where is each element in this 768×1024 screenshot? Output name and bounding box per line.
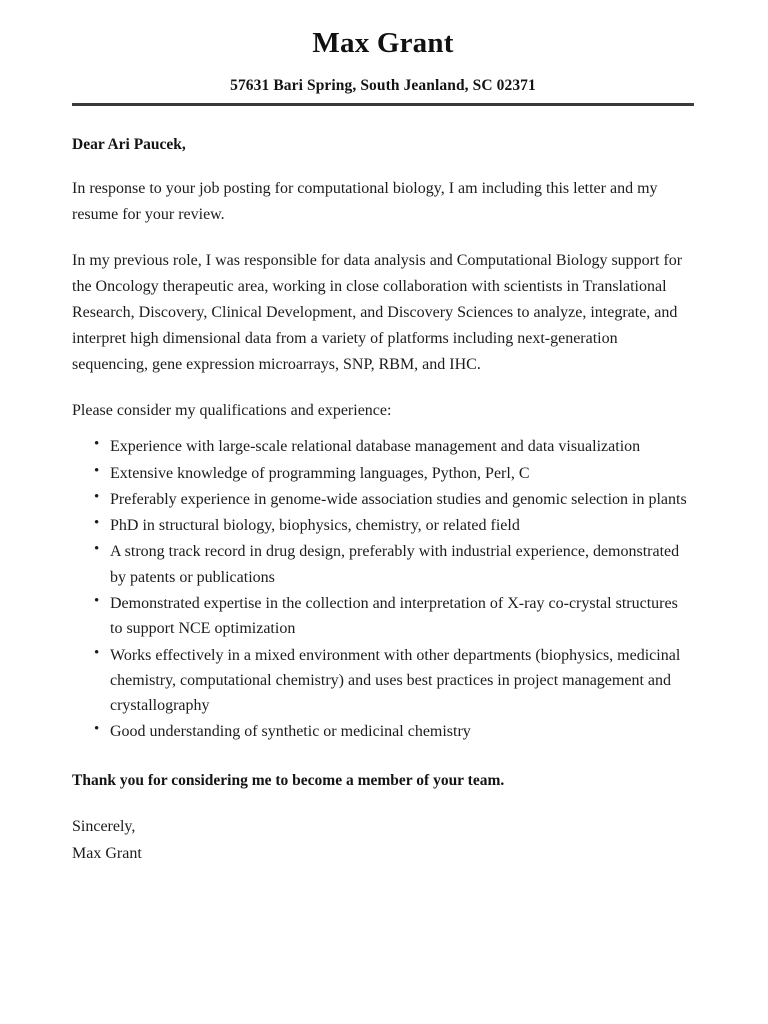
list-item: • A strong track record in drug design, preferably with industrial experience, demonstrated by patents or publications bbox=[94, 539, 694, 590]
list-item: • Demonstrated expertise in the collection and interpretation of X-ray co-crystal structures to support NCE optimization bbox=[94, 591, 694, 642]
signoff: Sincerely, bbox=[72, 817, 136, 835]
list-item: • Good understanding of synthetic or medicinal chemistry bbox=[94, 719, 694, 744]
qualifications-lead-in: Please consider my qualifications and experience: bbox=[72, 402, 392, 420]
qualifications-list bbox=[72, 434, 694, 744]
list-item: • PhD in structural biology, biophysics, chemistry, or related field bbox=[94, 513, 694, 538]
signoff-name: Max Grant bbox=[72, 845, 142, 863]
paragraph-experience: In my previous role, I was responsible for data analysis and Computational Biology support for the Oncology therapeutic area, working in close collaboration with scientists in Translational Research, Discovery, Clinical Development, and Discovery Sciences to analyze, integrate, and interpret high dimensional data from a variety of platforms including next-generation sequencing, gene expression microarrays, SNP, RBM, and IHC. bbox=[72, 251, 683, 373]
letterhead bbox=[72, 0, 694, 106]
paragraph-intro: In response to your job posting for computational biology, I am including this letter and my resume for your review. bbox=[72, 180, 658, 224]
list-item: • Extensive knowledge of programming languages, Python, Perl, C bbox=[94, 461, 694, 486]
list-item: • Preferably experience in genome-wide association studies and genomic selection in plants bbox=[94, 487, 694, 512]
page-title: Max Grant bbox=[312, 27, 454, 59]
thank-you-line: Thank you for considering me to become a member of your team. bbox=[72, 771, 505, 789]
address-line: 57631 Bari Spring, South Jeanland, SC 02371 bbox=[230, 76, 536, 94]
letter-body bbox=[72, 106, 694, 867]
salutation: Dear Ari Paucek, bbox=[72, 135, 186, 153]
list-item: • Works effectively in a mixed environment with other departments (biophysics, medicinal chemistry, computational chemistry) and uses best practices in project management and crystallography bbox=[94, 643, 694, 719]
letter-content bbox=[72, 0, 694, 867]
list-item: • Experience with large-scale relational database management and data visualization bbox=[94, 434, 694, 459]
